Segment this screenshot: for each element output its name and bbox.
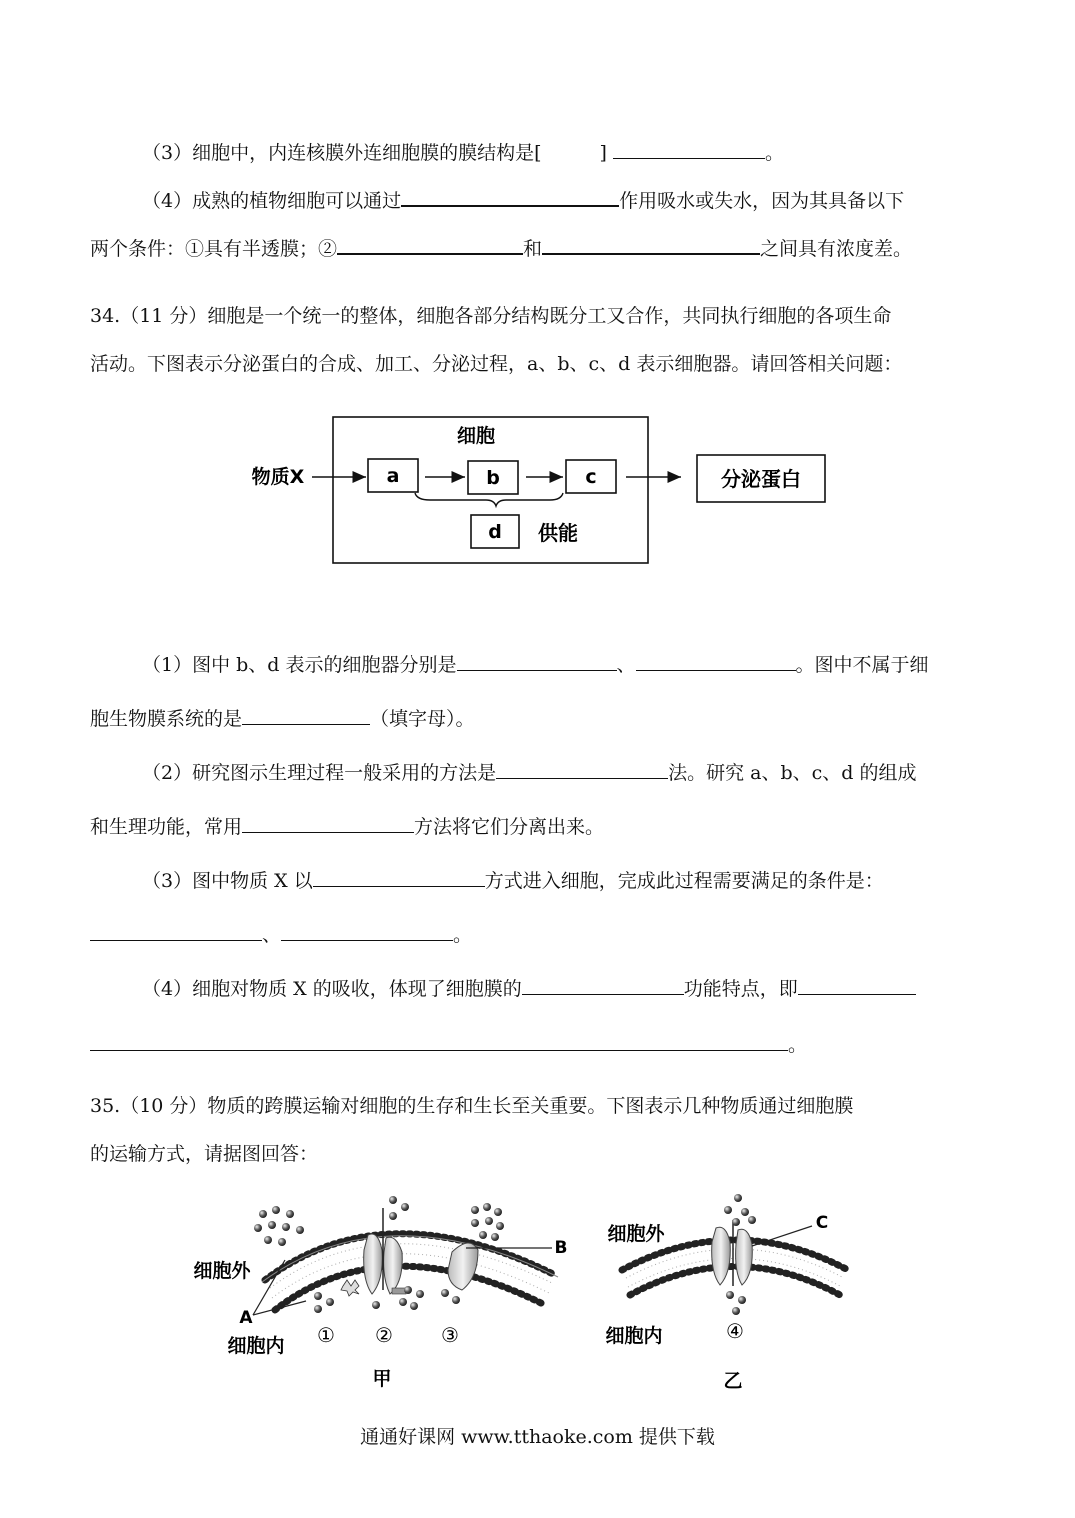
q34-part2-b: 法。研究 a、b、c、d 的组成 xyxy=(668,762,917,784)
q34-part3-line2 xyxy=(90,920,472,949)
q34-part2-line2 xyxy=(90,812,604,841)
answer-blank[interactable] xyxy=(613,138,765,159)
q34-part1-line2-b: （填字母）。 xyxy=(370,708,475,730)
answer-blank[interactable] xyxy=(337,233,523,255)
q33-part4-line2 xyxy=(90,233,912,263)
inside-label-left: 细胞内 xyxy=(227,1335,285,1357)
q34-part4-a: （4）细胞对物质 X 的吸收，体现了细胞膜的 xyxy=(142,978,522,1000)
number-4: ④ xyxy=(726,1319,744,1343)
number-3: ③ xyxy=(441,1323,459,1347)
answer-blank[interactable] xyxy=(522,974,684,995)
q34-part2-line2-a: 和生理功能，常用 xyxy=(90,816,243,838)
membrane-transport-diagram xyxy=(0,1190,1075,1400)
q34-part3 xyxy=(142,866,884,895)
q33-part4-line2-c: 之间具有浓度差。 xyxy=(760,238,913,260)
q33-part3 xyxy=(142,138,784,167)
q34-part4-end: 。 xyxy=(788,1034,808,1056)
q34-part4-line2 xyxy=(90,1030,807,1059)
energy-label: 供能 xyxy=(538,521,578,545)
label-A: A xyxy=(239,1308,253,1328)
q33-part4 xyxy=(142,185,904,215)
q34-part1-line2 xyxy=(90,704,475,733)
inside-label-right: 细胞内 xyxy=(605,1325,663,1347)
q34-part3-a: （3）图中物质 X 以 xyxy=(142,870,313,892)
answer-blank[interactable] xyxy=(542,233,760,255)
q34-part3-b: 方式进入细胞，完成此过程需要满足的条件是： xyxy=(484,870,884,892)
answer-blank[interactable] xyxy=(281,920,453,941)
q35-intro-line2: 的运输方式，请据图回答： xyxy=(90,1143,319,1165)
input-label: 物质X xyxy=(251,466,305,488)
footer: 通通好课网 www.tthaoke.com 提供下载 xyxy=(360,1426,715,1448)
output-label: 分泌蛋白 xyxy=(721,467,801,491)
q35-intro-line1: 35.（10 分）物质的跨膜运输对细胞的生存和生长至关重要。下图表示几种物质通过细胞膜 xyxy=(90,1095,854,1117)
q34-part3-sep: 、 xyxy=(262,924,282,946)
q34-part1-a: （1）图中 b、d 表示的细胞器分别是 xyxy=(142,654,457,676)
q33-part4-line2-a: 两个条件：①具有半透膜；② xyxy=(90,238,338,260)
label-C: C xyxy=(815,1213,829,1233)
q34-part4 xyxy=(142,974,916,1003)
q34-part2-line2-b: 方法将它们分离出来。 xyxy=(414,816,605,838)
answer-blank[interactable] xyxy=(401,185,619,207)
q34-part1-c: 。图中不属于细 xyxy=(795,654,929,676)
brace xyxy=(415,493,563,506)
label-B: B xyxy=(554,1238,568,1258)
q33-part3-text: （3）细胞中，内连核膜外连细胞膜的膜结构是[ xyxy=(142,142,542,164)
q33-part4-line2-b: 和 xyxy=(523,238,543,260)
q33-part3-end: 。 xyxy=(764,142,784,164)
q34-part4-b: 功能特点，即 xyxy=(683,978,798,1000)
answer-blank[interactable] xyxy=(90,1030,788,1051)
outside-label-left: 细胞外 xyxy=(193,1260,251,1282)
answer-blank[interactable] xyxy=(798,974,916,995)
q34-part3-end: 。 xyxy=(453,924,473,946)
label-d: d xyxy=(488,521,502,543)
answer-blank[interactable] xyxy=(457,650,617,671)
q34-part1-b: 、 xyxy=(616,654,636,676)
outside-label-right: 细胞外 xyxy=(607,1223,665,1245)
label-c: c xyxy=(585,466,597,488)
q34-part1-line2-a: 胞生物膜系统的是 xyxy=(90,708,243,730)
number-2: ② xyxy=(375,1323,393,1347)
q34-part2-a: （2）研究图示生理过程一般采用的方法是 xyxy=(142,762,497,784)
caption-left: 甲 xyxy=(372,1368,392,1390)
q33-part3-bracket: ] xyxy=(599,142,607,164)
q34-intro-line1: 34.（11 分）细胞是一个统一的整体，细胞各部分结构既分工又合作，共同执行细胞的各项生命 xyxy=(90,305,892,327)
answer-blank[interactable] xyxy=(496,758,668,779)
membrane-left xyxy=(262,1208,558,1310)
q34-part1 xyxy=(142,650,929,679)
caption-right: 乙 xyxy=(723,1370,743,1392)
number-1: ① xyxy=(317,1323,335,1347)
answer-blank[interactable] xyxy=(636,650,796,671)
q33-part4-text-a: （4）成熟的植物细胞可以通过 xyxy=(142,190,402,212)
q34-part2 xyxy=(142,758,916,787)
secretory-protein-diagram xyxy=(0,400,1075,580)
answer-blank[interactable] xyxy=(242,704,370,725)
answer-blank[interactable] xyxy=(90,920,262,941)
answer-blank[interactable] xyxy=(313,866,485,887)
answer-blank[interactable] xyxy=(242,812,414,833)
label-a: a xyxy=(386,465,400,487)
cell-label: 细胞 xyxy=(456,425,496,447)
q33-part4-text-b: 作用吸水或失水，因为其具备以下 xyxy=(619,190,905,212)
label-b: b xyxy=(486,467,500,489)
q34-intro-line2: 活动。下图表示分泌蛋白的合成、加工、分泌过程，a、b、c、d 表示细胞器。请回答相关问题： xyxy=(90,353,903,375)
